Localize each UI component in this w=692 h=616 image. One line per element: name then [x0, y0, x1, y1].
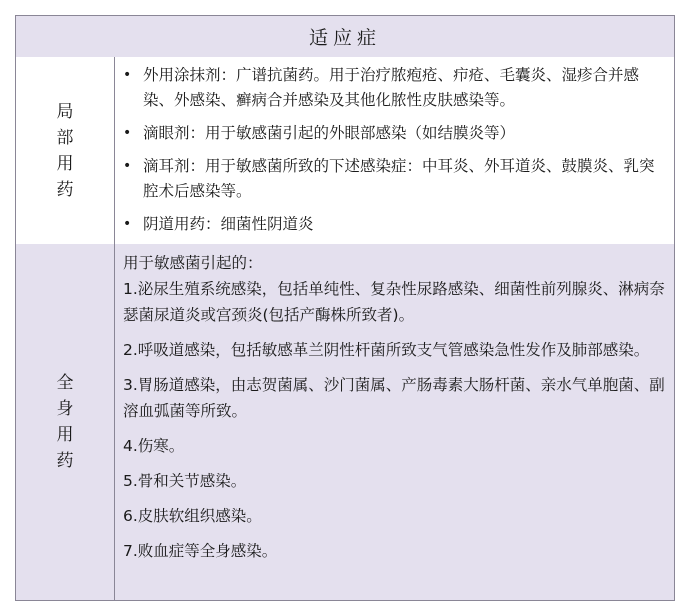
row-label-systemic: 全身用药: [56, 373, 74, 471]
list-item: • 外用涂抹剂：广谱抗菌药。用于治疗脓疱疮、疖疮、毛囊炎、湿疹合并感染、外感染、癣病合并感染及其他化脓性皮肤感染等。: [123, 63, 666, 113]
local-content-cell: [115, 57, 674, 244]
list-item: • 阴道用药：细菌性阴道炎: [123, 212, 666, 237]
list-item: 3.胃肠道感染，由志贺菌属、沙门菌属、产肠毒素大肠杆菌、亲水气单胞菌、副溶血弧菌等所致。: [123, 376, 665, 420]
bullet-icon: •: [123, 216, 132, 232]
list-item: 5.骨和关节感染。: [123, 472, 247, 490]
list-item: • 滴眼剂：用于敏感菌引起的外眼部感染（如结膜炎等）: [123, 121, 666, 146]
list-item: • 滴耳剂：用于敏感菌所致的下述感染症：中耳炎、外耳道炎、鼓膜炎、乳突腔术后感染等。: [123, 154, 666, 204]
list-item: 4.伤寒。: [123, 437, 185, 455]
row-label-local: 局部用药: [56, 101, 74, 200]
bullet-icon: •: [123, 67, 132, 83]
bullet-icon: •: [123, 125, 132, 141]
list-item: 7.败血症等全身感染。: [123, 542, 278, 560]
list-item: 2.呼吸道感染，包括敏感革兰阴性杆菌所致支气管感染急性发作及肺部感染。: [123, 341, 650, 359]
table-header: [16, 16, 674, 58]
systemic-intro: 用于敏感菌引起的：: [123, 254, 263, 272]
bullet-icon: •: [123, 158, 132, 174]
table-row-local: [16, 57, 674, 245]
header-title: 适应症: [308, 27, 381, 49]
list-item: 1.泌尿生殖系统感染，包括单纯性、复杂性尿路感染、细菌性前列腺炎、淋病奈瑟菌尿道炎或宫颈炎(包括产酶株所致者)。: [123, 280, 665, 324]
row-label-cell: [16, 244, 115, 600]
indications-table: [15, 15, 675, 601]
table-row-systemic: [16, 244, 674, 600]
list-item: 6.皮肤软组织感染。: [123, 507, 262, 525]
systemic-content-cell: [115, 244, 674, 600]
row-label-cell: [16, 57, 115, 244]
